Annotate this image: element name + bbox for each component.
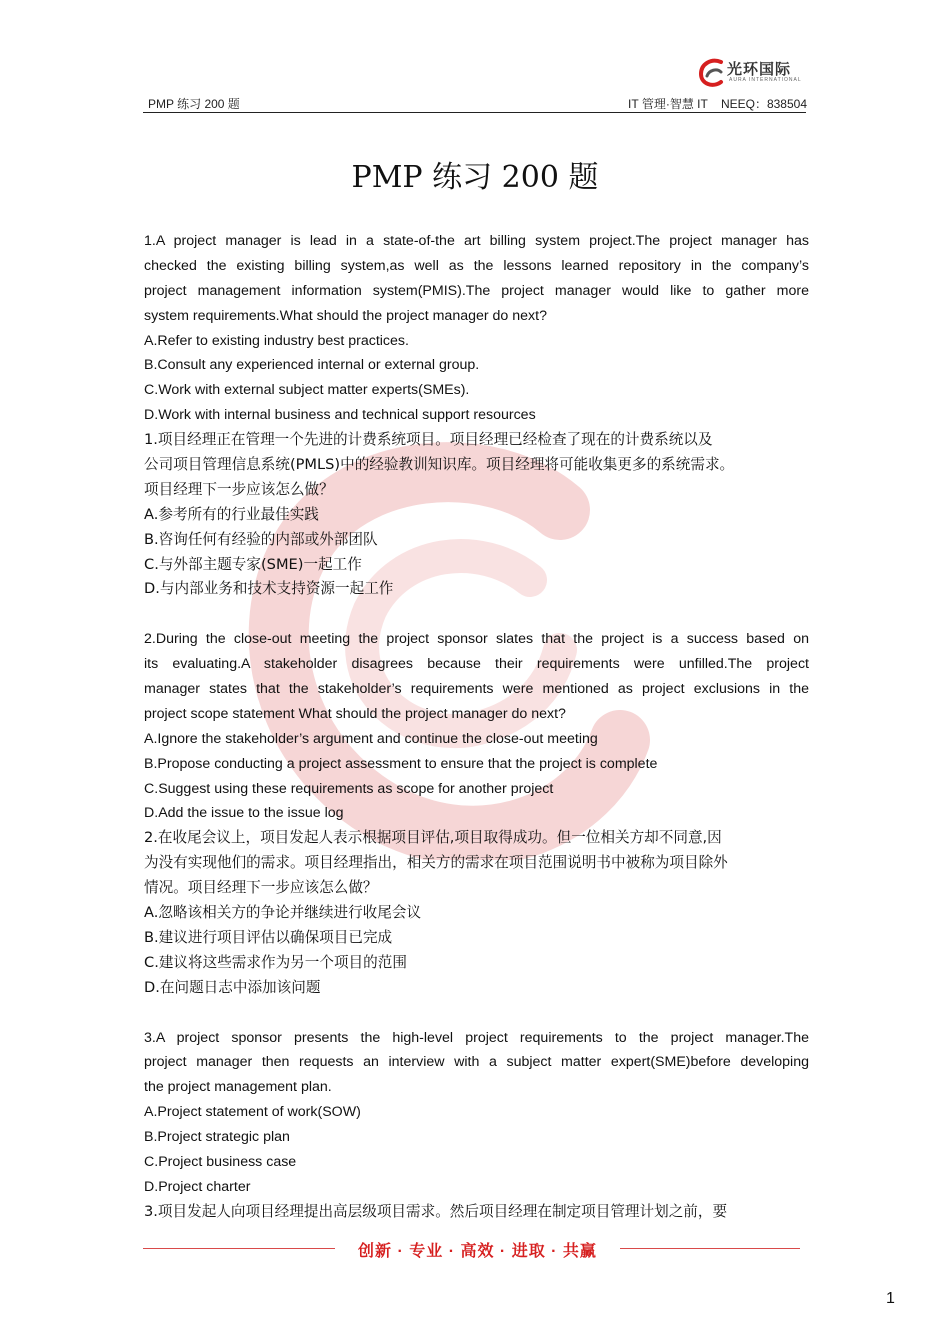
question-1-en xyxy=(144,229,809,428)
option-a: A.Project statement of work(SOW) xyxy=(144,1104,361,1121)
question-3-en xyxy=(144,1026,809,1200)
option-a: A.Refer to existing industry best practices. xyxy=(144,332,409,349)
option-b: B.建议进行项目评估以确保项目已完成 xyxy=(144,928,393,946)
question-text-line: 情况。项目经理下一步应该怎么做？ xyxy=(144,879,378,897)
question-3-cn xyxy=(144,1200,809,1225)
question-text-line: project manager then requests an interview with a subject matter expert(SME)before developing xyxy=(144,1054,809,1071)
question-text-line: its evaluating.A stakeholder disagrees because their requirements were unfilled.The project xyxy=(144,656,809,673)
option-a: A.参考所有的行业最佳实践 xyxy=(144,505,319,523)
question-text-line: 1.项目经理正在管理一个先进的计费系统项目。项目经理已经检查了现在的计费系统以及 xyxy=(144,431,713,449)
question-text-line: 为没有实现他们的需求。项目经理指出，相关方的需求在项目范围说明书中被称为项目除外 xyxy=(144,854,728,872)
option-c: C.建议将这些需求作为另一个项目的范围 xyxy=(144,953,407,971)
question-1-cn xyxy=(144,428,809,602)
option-b: B.Project strategic plan xyxy=(144,1129,290,1146)
option-b: B.咨询任何有经验的内部或外部团队 xyxy=(144,530,378,548)
question-text-line: 项目经理下一步应该怎么做？ xyxy=(144,480,334,498)
header-divider xyxy=(143,112,806,113)
option-b: B.Propose conducting a project assessment to ensure that the project is complete xyxy=(144,755,658,772)
option-d: D.与内部业务和技术支持资源一起工作 xyxy=(144,580,394,598)
question-text-line: system requirements.What should the project manager do next? xyxy=(144,307,547,324)
spacer xyxy=(144,602,809,627)
option-c: C.Work with external subject matter experts(SMEs). xyxy=(144,382,470,399)
logo-subtitle: AURA INTERNATIONAL xyxy=(729,77,802,83)
question-text-line: manager states that the stakeholder’s requirements were mentioned as project exclusions in the xyxy=(144,681,809,698)
question-text-line: 3.A project sponsor presents the high-level project requirements to the project manager.The xyxy=(144,1029,809,1046)
question-text-line: the project management plan. xyxy=(144,1079,332,1096)
question-2-en xyxy=(144,627,809,826)
question-text-line: checked the existing billing system,as well as the lessons learned repository in the company’s xyxy=(144,257,809,274)
spacer xyxy=(144,1001,809,1026)
question-text-line: project management information system(PMIS).The project manager would like to gather more xyxy=(144,282,809,299)
option-d: D.Add the issue to the issue log xyxy=(144,805,344,822)
header-company-info: IT 管理·智慧 IT NEEQ：838504 xyxy=(628,97,807,111)
option-a: A.忽略该相关方的争论并继续进行收尾会议 xyxy=(144,904,422,922)
option-d: D.Project charter xyxy=(144,1178,251,1195)
option-a: A.Ignore the stakeholder’s argument and continue the close-out meeting xyxy=(144,730,598,747)
footer-slogan: 创新 · 专业 · 高效 · 进取 · 共赢 xyxy=(358,1243,597,1260)
question-text-line: 2.During the close-out meeting the project sponsor slates that the project is a success based on xyxy=(144,631,809,648)
question-text-line: 3.项目发起人向项目经理提出高层级项目需求。然后项目经理在制定项目管理计划之前，要 xyxy=(144,1202,728,1220)
footer-divider-right xyxy=(620,1248,800,1249)
question-text-line: 1.A project manager is lead in a state-of-the art billing system project.The project manager has xyxy=(144,233,809,249)
question-list xyxy=(144,229,809,1225)
option-b: B.Consult any experienced internal or external group. xyxy=(144,357,480,374)
page-number: 1 xyxy=(886,1290,895,1307)
header-doc-title: PMP 练习 200 题 xyxy=(148,97,240,111)
question-text-line: 公司项目管理信息系统(PMLS)中的经验教训知识库。项目经理将可能收集更多的系统需求。 xyxy=(144,456,735,474)
page-title: PMP 练习 200 题 xyxy=(351,160,599,195)
footer-divider-left xyxy=(143,1248,335,1249)
option-d: D.在问题日志中添加该问题 xyxy=(144,978,321,996)
question-text-line: project scope statement What should the project manager do next? xyxy=(144,705,566,722)
logo-text: 光环国际 xyxy=(727,61,792,78)
option-c: C.与外部主题专家(SME)一起工作 xyxy=(144,555,362,573)
option-c: C.Suggest using these requirements as scope for another project xyxy=(144,780,554,797)
option-d: D.Work with internal business and technical support resources xyxy=(144,407,536,424)
question-text-line: 2.在收尾会议上，项目发起人表示根据项目评估,项目取得成功。但一位相关方却不同意,因 xyxy=(144,829,722,847)
option-c: C.Project business case xyxy=(144,1153,297,1170)
question-2-cn xyxy=(144,826,809,1000)
